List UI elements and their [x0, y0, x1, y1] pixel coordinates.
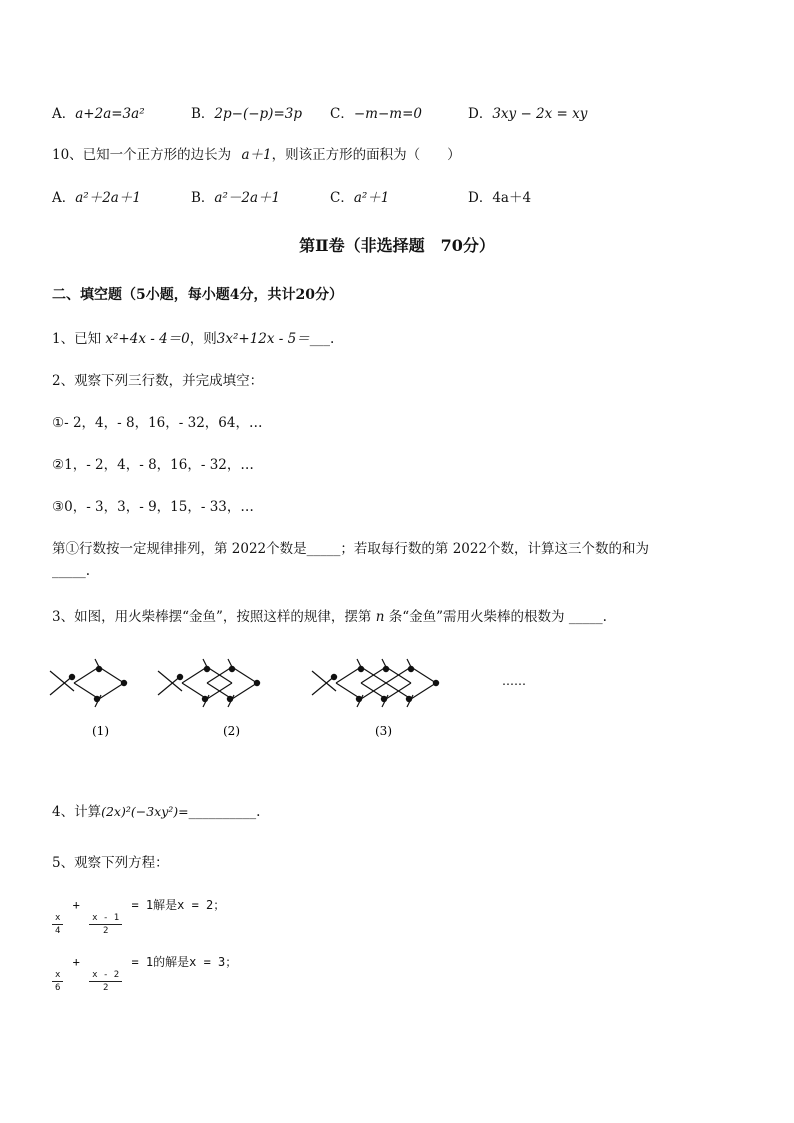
- option-expr: 2p−(−p)=3p: [214, 106, 302, 122]
- option-label: C．: [330, 106, 354, 122]
- matchstick: [312, 671, 336, 691]
- match-head: [229, 666, 234, 671]
- q10-option-a: [52, 186, 141, 206]
- option-expr: a²－2a＋1: [214, 190, 281, 206]
- fraction: [52, 914, 63, 936]
- match-head: [227, 696, 232, 701]
- q10-side-length: a＋1: [241, 147, 272, 163]
- match-head: [356, 696, 361, 701]
- numerator: x - 2: [89, 971, 122, 982]
- matchstick: [232, 667, 257, 683]
- f4-text: 4、计算: [52, 804, 102, 820]
- denominator: 2: [102, 983, 109, 993]
- fill-question-1: [52, 327, 334, 347]
- matchstick: [74, 667, 99, 683]
- f3-text: 3、如图，用火柴棒摆“金鱼”，按照这样的规律，摆第: [52, 609, 372, 625]
- equation-1: [50, 896, 225, 936]
- match-head: [204, 666, 209, 671]
- f3-text-b: 条“金鱼”需用火柴棒的根数为: [388, 609, 565, 625]
- q10-option-d: [468, 186, 531, 206]
- q9-option-a: [52, 102, 145, 122]
- f1-expression: 3x²+12x - 5＝: [216, 331, 310, 347]
- q10-option-b: [191, 186, 280, 206]
- fraction: [89, 914, 122, 936]
- f1-text: 1、已知: [52, 331, 102, 347]
- equation-rest: = 1的解是x = 3；: [131, 955, 238, 969]
- f1-text-b: ，则: [189, 331, 217, 347]
- match-head: [254, 680, 259, 685]
- match-head: [383, 666, 388, 671]
- match-head: [408, 666, 413, 671]
- denominator: 4: [55, 926, 61, 936]
- match-head: [121, 680, 126, 685]
- option-label: B．: [191, 190, 215, 206]
- answer-blank: __________: [188, 804, 257, 820]
- q10-stem: [52, 143, 461, 163]
- match-head: [202, 696, 207, 701]
- option-expr: 4a＋4: [492, 190, 532, 206]
- numerator: x: [52, 914, 63, 925]
- figure-label-1: (1): [92, 724, 109, 738]
- plus-sign: +: [72, 955, 80, 969]
- q10-option-c: [330, 186, 389, 206]
- sequence-row-1: ①- 2，4，- 8，16，- 32，64，…: [52, 415, 263, 431]
- fill-question-3: [52, 605, 607, 625]
- denominator: 6: [55, 983, 61, 993]
- q9-option-d: [468, 102, 587, 122]
- match-head: [381, 696, 386, 701]
- answer-blank: ___: [309, 331, 330, 347]
- f3-end: .: [602, 609, 607, 625]
- f2-question-line: 第①行数按一定规律排列，第 2022个数是_____；若取每行数的第 2022个数，计算这三个数的和为: [52, 541, 650, 557]
- q9-option-c: [330, 102, 422, 122]
- option-label: A．: [52, 190, 76, 206]
- plus-sign: +: [72, 898, 80, 912]
- option-label: B．: [191, 106, 215, 122]
- f2-question-line-2: _____.: [52, 563, 91, 579]
- equation-rest: = 1解是x = 2；: [131, 898, 226, 912]
- fill-question-5: 5、观察下列方程：: [52, 855, 169, 871]
- f1-end: .: [329, 331, 335, 347]
- match-head: [94, 696, 99, 701]
- matchstick-goldfish-figure: [40, 645, 560, 745]
- option-expr: −m−m=0: [353, 106, 422, 122]
- match-head: [331, 674, 336, 679]
- section-title: 第Ⅱ卷（非选择题 70分）: [299, 236, 495, 255]
- match-head: [433, 680, 438, 685]
- option-expr: a²＋2a＋1: [75, 190, 141, 206]
- option-label: D．: [468, 190, 493, 206]
- matchstick: [411, 683, 436, 699]
- matchstick: [232, 683, 257, 699]
- option-label: A．: [52, 106, 76, 122]
- q9-option-b: [191, 102, 302, 122]
- match-head: [177, 674, 182, 679]
- denominator: 2: [102, 926, 109, 936]
- matchstick: [336, 667, 361, 683]
- sequence-row-2: ②1，- 2，4，- 8，16，- 32，…: [52, 457, 254, 473]
- matchstick: [411, 667, 436, 683]
- answer-blank: _____: [568, 609, 603, 625]
- fraction: [89, 971, 122, 993]
- matchstick: [50, 671, 74, 691]
- match-head: [69, 674, 74, 679]
- figure-label-3: (3): [375, 724, 392, 738]
- equation-2: [50, 953, 237, 993]
- sequence-row-3: ③0，- 3，3，- 9，15，- 33，…: [52, 499, 254, 515]
- matchstick: [158, 671, 182, 691]
- numerator: x - 1: [89, 914, 122, 925]
- f3-variable: n: [375, 609, 385, 625]
- matchstick: [99, 683, 124, 699]
- matchstick: [99, 667, 124, 683]
- figure-label-2: (2): [223, 724, 240, 738]
- f1-equation: x²+4x - 4＝0: [105, 331, 190, 347]
- fill-question-2: 2、观察下列三行数，并完成填空：: [52, 373, 264, 389]
- option-label: C．: [330, 190, 354, 206]
- q10-stem-text: 10、已知一个正方形的边长为: [52, 147, 232, 163]
- fill-question-4: [52, 800, 260, 820]
- part-heading: 二、填空题（5小题，每小题4分，共计20分）: [52, 287, 343, 303]
- f4-expression: (2x)²(−3xy²)=: [101, 804, 189, 819]
- option-expr: 3xy − 2x = xy: [492, 106, 588, 122]
- figure-ellipsis: ……: [502, 674, 526, 688]
- numerator: x: [52, 971, 63, 982]
- fraction: [52, 971, 63, 993]
- f4-end: .: [256, 804, 261, 820]
- q10-stem-end: ，则该正方形的面积为（ ）: [271, 147, 461, 163]
- match-head: [96, 666, 101, 671]
- option-expr: a²＋1: [353, 190, 390, 206]
- match-head: [406, 696, 411, 701]
- option-expr: a+2a=3a²: [75, 106, 145, 122]
- option-label: D．: [468, 106, 493, 122]
- match-head: [358, 666, 363, 671]
- matchstick: [182, 667, 207, 683]
